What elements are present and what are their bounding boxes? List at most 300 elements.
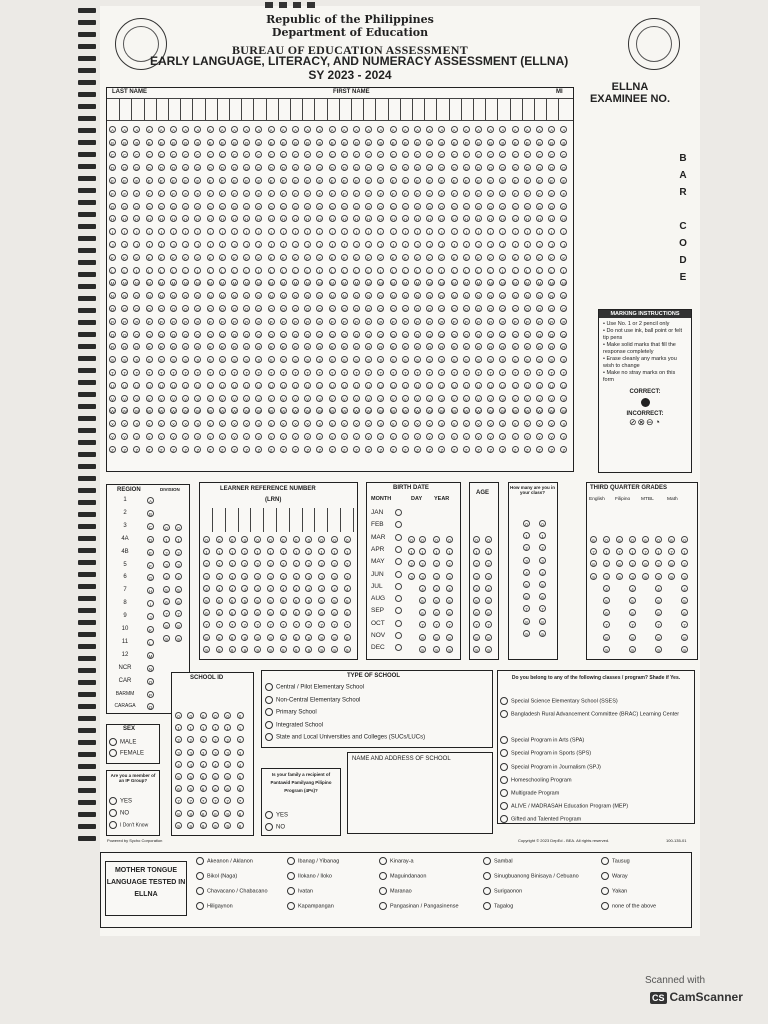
birthdate-bubble[interactable]: 1 — [433, 548, 440, 555]
age-bubble[interactable]: 1 — [473, 548, 480, 555]
name-bubble[interactable]: L — [194, 267, 201, 274]
name-bubble[interactable]: Z — [524, 446, 531, 453]
name-bubble[interactable]: E — [379, 179, 383, 184]
name-bubble[interactable]: Z — [280, 446, 287, 453]
name-bubble[interactable]: Q — [122, 332, 127, 338]
grade-bubble[interactable]: 5 — [603, 597, 610, 604]
name-bubble[interactable]: W — [183, 409, 188, 415]
name-bubble[interactable]: W — [464, 409, 469, 415]
name-bubble[interactable]: U — [367, 383, 371, 389]
name-bubble[interactable]: T — [133, 369, 140, 376]
name-bubble[interactable]: A — [171, 127, 175, 133]
name-bubble[interactable]: Z — [451, 446, 458, 453]
name-bubble[interactable]: H — [391, 217, 395, 223]
grade-bubble[interactable]: 8 — [681, 634, 688, 641]
name-bubble[interactable]: T — [158, 369, 165, 376]
birthdate-bubble[interactable]: 1 — [446, 548, 453, 555]
name-bubble[interactable]: B — [110, 140, 114, 146]
name-bubble[interactable]: P — [391, 319, 395, 325]
name-bubble[interactable]: F — [548, 190, 555, 197]
name-bubble[interactable]: F — [377, 190, 384, 197]
division-bubble[interactable]: 5 — [163, 586, 170, 593]
grade-bubble[interactable]: 2 — [603, 560, 610, 567]
name-bubble[interactable]: G — [452, 204, 456, 210]
name-bubble[interactable]: E — [476, 179, 480, 184]
name-bubble[interactable]: W — [378, 409, 384, 415]
lrn-bubble[interactable]: 5 — [293, 597, 300, 604]
school-id-bubble[interactable]: 6 — [212, 785, 219, 792]
name-bubble[interactable]: K — [184, 255, 188, 261]
name-bubble[interactable]: W — [500, 409, 506, 415]
name-bubble[interactable]: V — [489, 396, 493, 402]
name-bubble[interactable]: I — [158, 228, 165, 235]
age-bubble[interactable]: 7 — [485, 621, 492, 628]
name-bubble[interactable]: V — [367, 396, 371, 402]
name-bubble[interactable]: I — [524, 228, 531, 235]
name-bubble[interactable]: C — [452, 153, 456, 159]
name-bubble[interactable]: N — [379, 294, 383, 300]
name-bubble[interactable]: R — [464, 345, 468, 351]
lrn-bubble[interactable]: 9 — [344, 646, 351, 653]
name-bubble[interactable]: V — [232, 396, 236, 402]
name-bubble[interactable]: V — [403, 396, 407, 402]
name-bubble[interactable]: W — [354, 409, 359, 415]
age-bubble[interactable]: 8 — [485, 634, 492, 641]
name-bubble[interactable]: E — [123, 179, 127, 184]
name-bubble[interactable]: C — [257, 153, 261, 159]
name-bubble[interactable]: S — [257, 358, 261, 364]
name-bubble[interactable]: E — [135, 179, 139, 184]
lrn-bubble[interactable]: 5 — [229, 597, 236, 604]
name-bubble[interactable]: U — [464, 383, 468, 389]
age-bubble[interactable]: 4 — [473, 585, 480, 592]
name-bubble[interactable]: N — [342, 294, 346, 300]
name-bubble[interactable]: J — [451, 241, 458, 248]
lrn-bubble[interactable]: 9 — [280, 646, 287, 653]
name-bubble[interactable]: L — [182, 267, 189, 274]
name-bubble[interactable]: E — [550, 179, 554, 184]
name-bubble[interactable]: M — [257, 281, 261, 287]
name-bubble[interactable]: C — [220, 153, 224, 159]
name-bubble[interactable]: X — [476, 422, 480, 428]
name-bubble[interactable]: Q — [220, 332, 225, 338]
name-bubble[interactable]: W — [159, 409, 164, 415]
name-bubble[interactable]: F — [560, 190, 567, 197]
name-bubble[interactable]: R — [245, 345, 249, 351]
name-bubble[interactable]: R — [354, 345, 359, 351]
name-bubble[interactable]: C — [245, 153, 249, 159]
name-bubble[interactable]: X — [306, 422, 310, 428]
name-bubble[interactable]: O — [403, 307, 408, 312]
name-bubble[interactable]: N — [330, 294, 334, 300]
name-bubble[interactable]: F — [390, 190, 397, 197]
name-bubble[interactable]: D — [184, 166, 188, 172]
name-bubble[interactable]: H — [550, 217, 554, 223]
name-bubble[interactable]: O — [159, 307, 164, 312]
name-bubble[interactable]: O — [244, 307, 249, 312]
name-bubble[interactable]: G — [208, 204, 212, 210]
female-option[interactable]: FEMALE — [109, 749, 144, 757]
name-bubble[interactable]: O — [135, 307, 139, 312]
name-bubble[interactable]: J — [170, 241, 177, 248]
name-bubble[interactable]: O — [452, 307, 456, 312]
name-bubble[interactable]: K — [452, 255, 456, 261]
name-bubble[interactable]: B — [171, 140, 175, 146]
name-bubble[interactable]: Y — [330, 435, 334, 440]
name-bubble[interactable]: V — [196, 396, 200, 402]
name-bubble[interactable]: O — [415, 307, 420, 312]
name-bubble[interactable]: L — [329, 267, 336, 274]
name-bubble[interactable]: Z — [463, 446, 470, 453]
name-bubble[interactable]: C — [110, 153, 115, 159]
school-id-bubble[interactable]: 3 — [212, 749, 219, 756]
name-bubble[interactable]: D — [220, 166, 224, 172]
name-bubble[interactable]: B — [342, 140, 346, 146]
name-bubble[interactable]: X — [208, 422, 212, 428]
name-bubble[interactable]: C — [489, 153, 493, 159]
name-bubble[interactable]: F — [194, 190, 201, 197]
name-bubble[interactable]: D — [550, 166, 554, 172]
name-bubble[interactable]: E — [171, 179, 175, 184]
name-bubble[interactable]: O — [171, 307, 176, 312]
name-bubble[interactable]: N — [208, 294, 212, 300]
name-bubble[interactable]: U — [196, 383, 200, 389]
age-bubble[interactable]: 5 — [473, 597, 480, 604]
name-bubble[interactable]: L — [121, 267, 128, 274]
name-bubble[interactable]: J — [255, 241, 262, 248]
name-bubble[interactable]: L — [536, 267, 543, 274]
lrn-bubble[interactable]: 0 — [203, 536, 210, 543]
name-bubble[interactable]: A — [464, 127, 468, 133]
name-bubble[interactable]: W — [427, 409, 432, 415]
name-bubble[interactable]: E — [159, 179, 163, 184]
name-bubble[interactable]: R — [525, 345, 529, 351]
name-bubble[interactable]: C — [330, 153, 334, 159]
name-bubble[interactable]: Q — [525, 332, 530, 338]
name-bubble[interactable]: N — [232, 294, 237, 300]
lrn-bubble[interactable]: 6 — [267, 609, 274, 616]
name-bubble[interactable]: U — [403, 383, 407, 389]
school-id-bubble[interactable]: 5 — [212, 773, 219, 780]
name-bubble[interactable]: Z — [499, 446, 506, 453]
name-bubble[interactable]: X — [367, 422, 371, 428]
name-bubble[interactable]: C — [306, 153, 310, 159]
lrn-bubble[interactable]: 9 — [293, 646, 300, 653]
name-bubble[interactable]: A — [123, 127, 127, 133]
name-bubble[interactable]: F — [316, 190, 323, 197]
name-bubble[interactable]: L — [304, 267, 311, 274]
name-bubble[interactable]: Q — [366, 332, 371, 338]
school-id-bubble[interactable]: 7 — [175, 797, 182, 804]
name-bubble[interactable]: V — [281, 396, 285, 402]
birthdate-bubble[interactable]: 4 — [446, 585, 453, 592]
region-bubble[interactable]: L — [147, 639, 154, 646]
lrn-bubble[interactable]: 2 — [331, 560, 338, 567]
name-bubble[interactable]: D — [537, 166, 542, 172]
lrn-bubble[interactable]: 4 — [331, 585, 338, 592]
name-bubble[interactable]: Q — [305, 332, 310, 338]
name-bubble[interactable]: Z — [316, 446, 323, 453]
name-bubble[interactable]: A — [550, 127, 554, 133]
name-bubble[interactable]: G — [281, 204, 286, 210]
name-bubble[interactable]: A — [440, 127, 444, 133]
name-bubble[interactable]: L — [207, 267, 214, 274]
name-bubble[interactable]: C — [525, 153, 529, 159]
name-bubble[interactable]: S — [184, 358, 188, 364]
name-bubble[interactable]: V — [513, 396, 517, 402]
name-bubble[interactable]: N — [354, 294, 359, 300]
name-bubble[interactable]: V — [525, 396, 529, 402]
name-bubble[interactable]: K — [196, 255, 200, 261]
name-bubble[interactable]: G — [549, 204, 554, 210]
name-bubble[interactable]: V — [184, 396, 188, 402]
age-bubble[interactable]: 3 — [485, 573, 492, 580]
name-bubble[interactable]: C — [550, 153, 554, 159]
name-bubble[interactable]: P — [513, 319, 517, 325]
name-bubble[interactable]: A — [501, 127, 505, 133]
name-bubble[interactable]: M — [220, 281, 225, 287]
name-bubble[interactable]: W — [390, 409, 396, 415]
name-bubble[interactable]: X — [269, 422, 273, 428]
lrn-bubble[interactable]: 0 — [216, 536, 223, 543]
name-bubble[interactable]: M — [525, 281, 530, 287]
name-bubble[interactable]: D — [379, 166, 383, 172]
name-bubble[interactable]: H — [342, 217, 346, 223]
name-bubble[interactable]: S — [269, 358, 273, 364]
name-bubble[interactable]: O — [440, 307, 444, 312]
birthdate-bubble[interactable]: 1 — [419, 548, 426, 555]
name-bubble[interactable]: U — [171, 383, 176, 389]
name-bubble[interactable]: I — [365, 228, 372, 235]
school-id-bubble[interactable]: 5 — [187, 773, 194, 780]
name-bubble[interactable]: T — [536, 369, 543, 376]
name-bubble[interactable]: U — [257, 383, 261, 389]
grade-bubble[interactable]: 7 — [603, 621, 610, 628]
program-option[interactable]: Bangladesh Rural Advancement Committee (BRAC) Learning Center — [500, 710, 688, 718]
name-bubble[interactable]: P — [415, 319, 419, 325]
name-bubble[interactable]: S — [367, 358, 371, 364]
name-bubble[interactable]: R — [171, 345, 176, 351]
name-bubble[interactable]: X — [110, 422, 114, 428]
lrn-bubble[interactable]: 1 — [203, 548, 210, 555]
name-bubble[interactable]: X — [123, 422, 127, 428]
name-bubble[interactable]: M — [269, 281, 273, 287]
lrn-bubble[interactable]: 8 — [203, 634, 210, 641]
name-bubble[interactable]: L — [426, 267, 433, 274]
name-bubble[interactable]: B — [525, 140, 529, 146]
name-bubble[interactable]: J — [524, 241, 531, 248]
lrn-bubble[interactable]: 4 — [229, 585, 236, 592]
name-bubble[interactable]: K — [562, 255, 566, 261]
name-bubble[interactable]: U — [159, 383, 163, 389]
name-bubble[interactable]: B — [159, 140, 163, 146]
school-id-bubble[interactable]: 8 — [212, 810, 219, 817]
name-bubble[interactable]: Z — [329, 446, 336, 453]
name-bubble[interactable]: L — [146, 267, 153, 274]
name-bubble[interactable]: Q — [488, 332, 493, 338]
name-bubble[interactable]: Q — [318, 332, 322, 338]
age-bubble[interactable]: 9 — [473, 646, 480, 653]
name-bubble[interactable]: K — [293, 255, 297, 261]
name-bubble[interactable]: A — [147, 127, 151, 133]
name-bubble[interactable]: Q — [562, 332, 566, 338]
lrn-bubble[interactable]: 7 — [293, 621, 300, 628]
name-bubble[interactable]: N — [220, 294, 224, 300]
division-bubble[interactable]: 4 — [163, 573, 170, 580]
name-bubble[interactable]: O — [110, 307, 115, 312]
name-bubble[interactable]: T — [426, 369, 433, 376]
name-bubble[interactable]: Z — [548, 446, 555, 453]
grade-bubble[interactable]: 4 — [681, 585, 688, 592]
name-bubble[interactable]: Z — [243, 446, 250, 453]
name-bubble[interactable]: Q — [281, 332, 286, 338]
name-bubble[interactable]: W — [244, 409, 249, 415]
name-bubble[interactable]: N — [391, 294, 395, 300]
program-option[interactable]: Special Program in Journalism (SPJ) — [500, 763, 688, 771]
name-bubble[interactable]: R — [428, 345, 432, 351]
class-size-bubble[interactable]: 9 — [523, 630, 530, 637]
school-id-bubble[interactable]: 1 — [187, 724, 194, 731]
name-bubble[interactable]: Z — [426, 446, 433, 453]
grade-bubble[interactable]: 8 — [629, 634, 636, 641]
lrn-bubble[interactable]: 3 — [344, 573, 351, 580]
birthdate-bubble[interactable]: 2 — [419, 560, 426, 567]
name-bubble[interactable]: W — [146, 409, 152, 415]
grade-bubble[interactable]: 9 — [681, 646, 688, 653]
name-bubble[interactable]: U — [501, 383, 505, 389]
name-bubble[interactable]: R — [208, 345, 212, 351]
school-id-bubble[interactable]: 3 — [224, 749, 231, 756]
name-bubble[interactable]: X — [513, 422, 517, 428]
name-bubble[interactable]: W — [549, 409, 554, 415]
name-bubble[interactable]: Z — [353, 446, 360, 453]
name-bubble[interactable]: G — [220, 204, 225, 210]
name-bubble[interactable]: V — [440, 396, 444, 402]
name-bubble[interactable]: J — [194, 241, 201, 248]
school-id-bubble[interactable]: 7 — [237, 797, 244, 804]
class-size-bubble[interactable]: 8 — [539, 618, 546, 625]
name-bubble[interactable]: E — [403, 179, 407, 184]
name-bubble[interactable]: E — [513, 179, 517, 184]
name-bubble[interactable]: P — [550, 319, 554, 325]
name-bubble[interactable]: E — [208, 179, 212, 184]
name-bubble[interactable]: G — [305, 204, 310, 210]
name-bubble[interactable]: G — [318, 204, 322, 210]
school-id-bubble[interactable]: 3 — [237, 749, 244, 756]
name-bubble[interactable]: B — [489, 140, 493, 146]
name-bubble[interactable]: Q — [244, 332, 249, 338]
grade-bubble[interactable]: 2 — [681, 560, 688, 567]
name-bubble[interactable]: W — [537, 409, 542, 415]
name-bubble[interactable]: F — [341, 190, 348, 197]
lrn-bubble[interactable]: 3 — [331, 573, 338, 580]
name-bubble[interactable]: T — [255, 369, 262, 376]
grade-bubble[interactable]: 9 — [590, 573, 597, 580]
name-bubble[interactable]: H — [330, 217, 334, 223]
name-bubble[interactable]: A — [159, 127, 163, 133]
region-bubble[interactable]: Q — [148, 705, 153, 711]
name-bubble[interactable]: G — [366, 204, 371, 210]
grade-bubble[interactable]: 9 — [668, 573, 675, 580]
name-bubble[interactable]: O — [122, 307, 127, 312]
name-bubble[interactable]: P — [403, 319, 407, 325]
birthdate-bubble[interactable]: 8 — [446, 634, 453, 641]
name-bubble[interactable]: P — [525, 319, 529, 325]
region-bubble[interactable]: N — [148, 666, 153, 672]
name-bubble[interactable]: J — [341, 241, 348, 248]
name-bubble[interactable]: W — [476, 409, 481, 415]
name-bubble[interactable]: R — [537, 345, 542, 351]
name-bubble[interactable]: R — [452, 345, 456, 351]
name-bubble[interactable]: E — [306, 179, 310, 184]
program-option[interactable]: Multigrade Program — [500, 789, 688, 797]
name-bubble[interactable]: A — [135, 127, 139, 133]
grade-bubble[interactable]: 0 — [681, 536, 688, 543]
birthdate-bubble[interactable]: 2 — [408, 560, 415, 567]
age-bubble[interactable]: 3 — [473, 573, 480, 580]
name-bubble[interactable]: X — [318, 422, 322, 428]
region-bubble[interactable]: C — [148, 524, 153, 530]
name-bubble[interactable]: D — [562, 166, 566, 172]
name-bubble[interactable]: L — [560, 267, 567, 274]
name-bubble[interactable]: B — [513, 140, 517, 146]
name-bubble[interactable]: H — [562, 217, 566, 223]
name-bubble[interactable]: Q — [501, 332, 505, 338]
name-bubble[interactable]: Y — [159, 435, 163, 440]
mother-tongue-option[interactable]: Waray — [601, 872, 628, 880]
name-bubble[interactable]: L — [341, 267, 348, 274]
name-bubble[interactable]: H — [281, 217, 285, 223]
name-bubble[interactable]: Y — [513, 435, 517, 440]
name-bubble[interactable]: Q — [342, 332, 347, 338]
name-bubble[interactable]: P — [293, 319, 297, 325]
name-bubble[interactable]: R — [318, 345, 322, 351]
mother-tongue-option[interactable]: none of the above — [601, 902, 656, 910]
name-bubble[interactable]: B — [318, 140, 322, 146]
name-bubble[interactable]: O — [196, 307, 200, 312]
mother-tongue-option[interactable]: Kapampangan — [287, 902, 334, 910]
school-id-bubble[interactable]: 9 — [212, 822, 219, 829]
program-option[interactable]: Gifted and Talented Program — [500, 815, 688, 823]
name-bubble[interactable]: H — [306, 217, 310, 223]
name-bubble[interactable]: D — [513, 166, 517, 172]
lrn-bubble[interactable]: 3 — [216, 573, 223, 580]
lrn-bubble[interactable]: 0 — [293, 536, 300, 543]
name-bubble[interactable]: U — [184, 383, 188, 389]
grade-bubble[interactable]: 2 — [629, 560, 636, 567]
class-size-bubble[interactable]: 0 — [539, 520, 546, 527]
male-option[interactable]: MALE — [109, 738, 136, 746]
name-bubble[interactable]: H — [110, 217, 115, 223]
division-bubble[interactable]: 0 — [163, 524, 170, 531]
name-bubble[interactable]: E — [281, 179, 285, 184]
grade-bubble[interactable]: 2 — [655, 560, 662, 567]
class-size-bubble[interactable]: 5 — [539, 581, 546, 588]
lrn-bubble[interactable]: 4 — [293, 585, 300, 592]
name-bubble[interactable]: L — [231, 267, 238, 274]
name-bubble[interactable]: C — [501, 153, 505, 159]
mother-tongue-option[interactable]: Ilokano / Iloko — [287, 872, 332, 880]
grade-bubble[interactable]: 8 — [603, 634, 610, 641]
name-bubble[interactable]: R — [403, 345, 407, 351]
name-bubble[interactable]: A — [403, 127, 407, 133]
name-bubble[interactable]: R — [306, 345, 310, 351]
name-bubble[interactable]: Y — [489, 435, 493, 440]
region-bubble[interactable]: F — [147, 562, 154, 569]
class-size-bubble[interactable]: 8 — [523, 618, 530, 625]
name-bubble[interactable]: V — [135, 396, 139, 402]
name-bubble[interactable]: F — [109, 190, 116, 197]
